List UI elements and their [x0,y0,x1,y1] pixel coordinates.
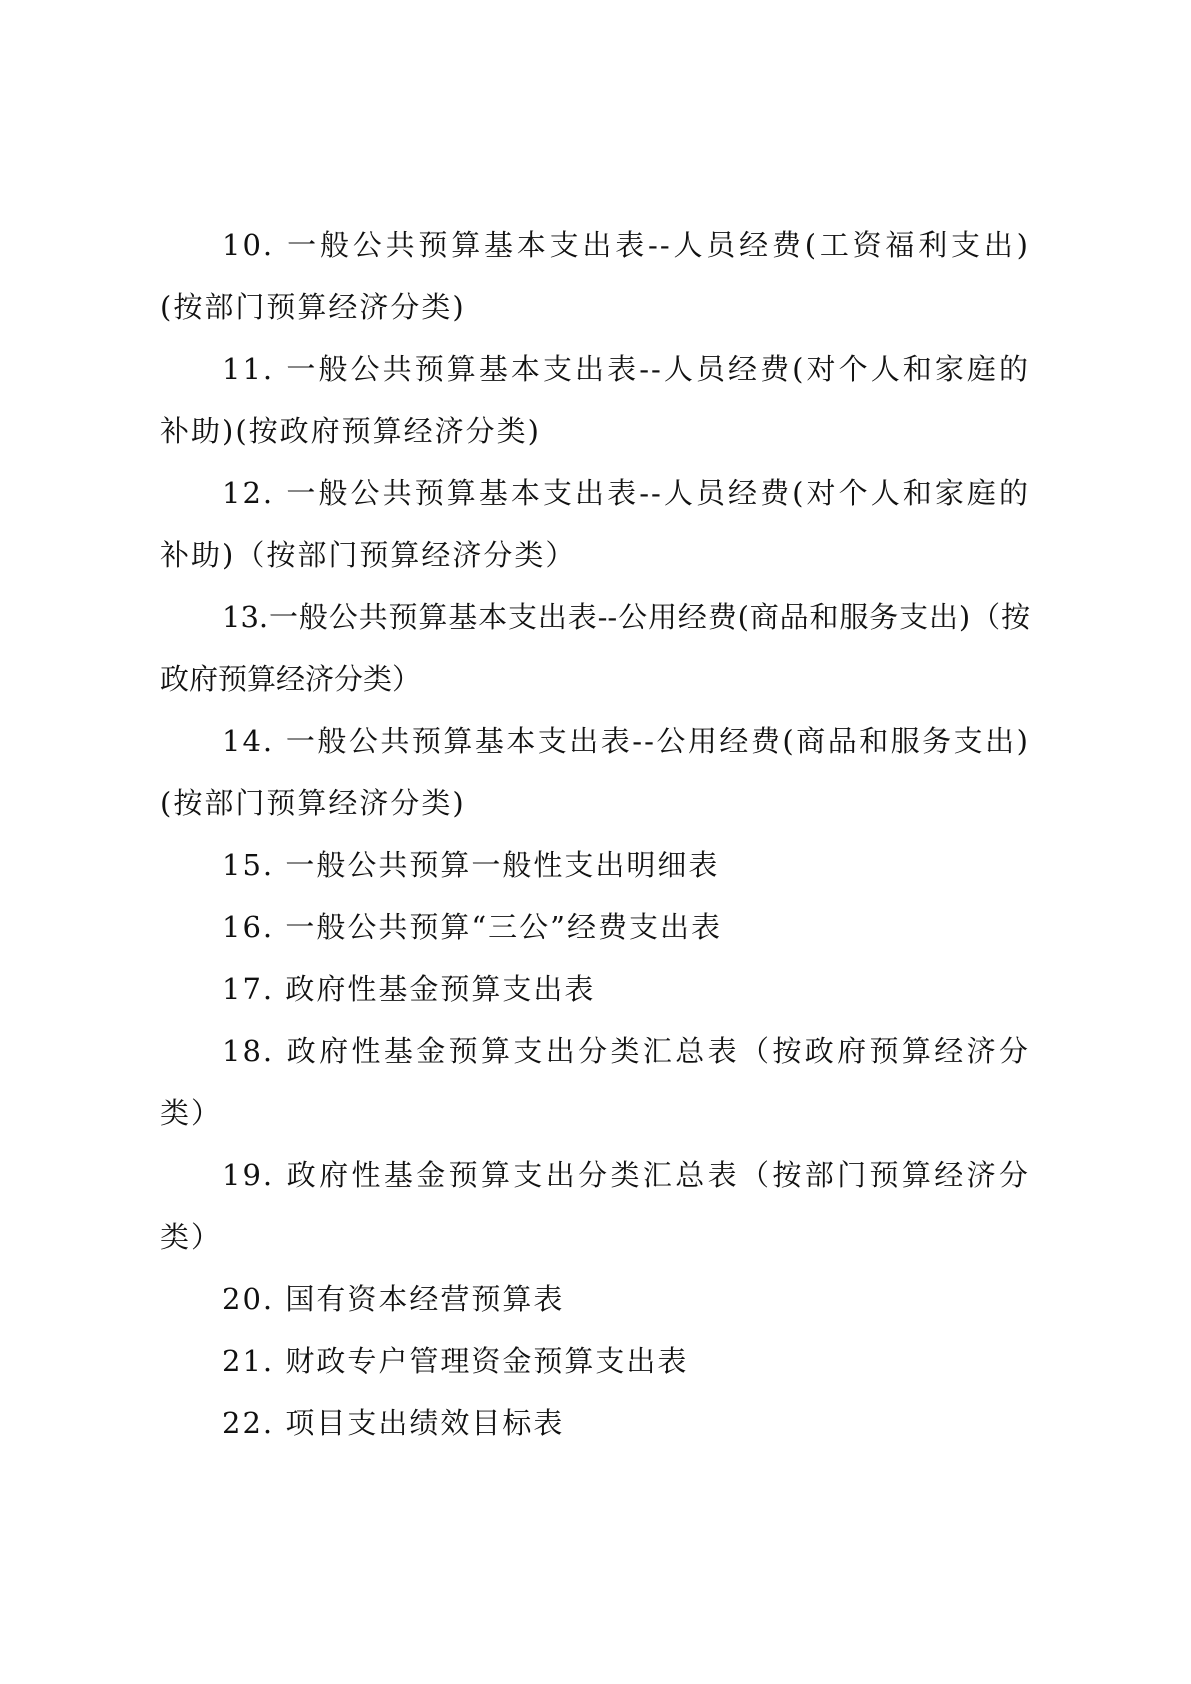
list-item-12: 12. 一般公共预算基本支出表--人员经费(对个人和家庭的补助)（按部门预算经济分类） [160,476,1030,572]
list-item-22: 22. 项目支出绩效目标表 [222,1406,565,1440]
list-item-16: 16. 一般公共预算“三公”经费支出表 [222,910,722,944]
list-item-11: 11. 一般公共预算基本支出表--人员经费(对个人和家庭的补助)(按政府预算经济分类) [160,352,1030,448]
list-item-18: 18. 政府性基金预算支出分类汇总表（按政府预算经济分类） [160,1034,1030,1130]
list-item-10: 10. 一般公共预算基本支出表--人员经费(工资福利支出)(按部门预算经济分类) [160,228,1030,324]
list-item-19: 19. 政府性基金预算支出分类汇总表（按部门预算经济分类） [160,1158,1030,1254]
list-item-20: 20. 国有资本经营预算表 [222,1282,565,1316]
table-list [160,214,1030,1454]
list-item-21: 21. 财政专户管理资金预算支出表 [222,1344,689,1378]
list-item-17: 17. 政府性基金预算支出表 [222,972,596,1006]
list-item-13: 13.一般公共预算基本支出表--公用经费(商品和服务支出)（按政府预算经济分类） [160,600,1030,696]
list-item-14: 14. 一般公共预算基本支出表--公用经费(商品和服务支出)(按部门预算经济分类) [160,724,1030,820]
list-item-15: 15. 一般公共预算一般性支出明细表 [222,848,720,882]
